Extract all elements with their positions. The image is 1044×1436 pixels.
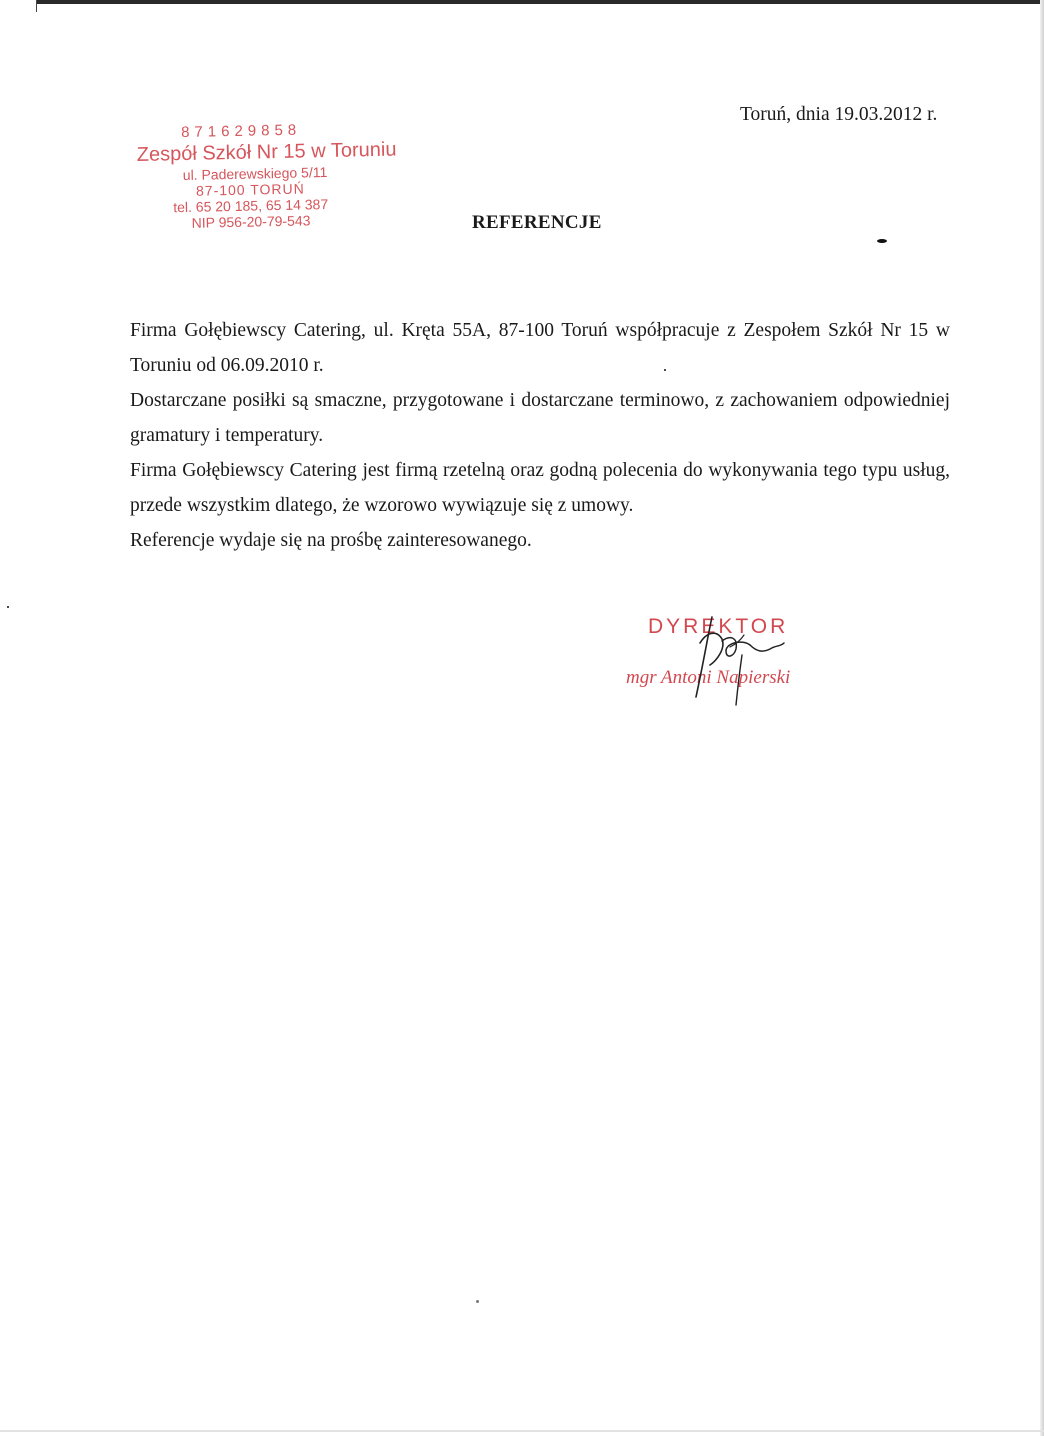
signature-title: DYREKTOR	[648, 615, 789, 638]
stamp-phone: tel. 65 20 185, 65 14 387	[173, 195, 329, 216]
scan-edge-left	[36, 0, 37, 12]
paragraph-recommendation: Firma Gołębiewscy Catering jest firmą rzetelną oraz godną polecenia do wykonywania tego typu usług, przede wszystkim dlatego, że wzorowo wywiązuje się z umowy.	[130, 460, 950, 516]
letter-body	[130, 313, 950, 558]
stamp-regon: 871629858	[180, 121, 302, 142]
paragraph-request: Referencje wydaje się na prośbę zainteresowanego.	[130, 530, 532, 551]
scan-edge-right	[1040, 0, 1044, 1436]
signature-name-stamp: mgr Antoni Napierski	[626, 667, 791, 688]
ink-speck	[7, 606, 9, 608]
scan-edge-top	[36, 0, 1044, 4]
ink-speck	[476, 1300, 479, 1303]
stamp-city: 87-100 TORUŃ	[195, 180, 305, 199]
school-stamp	[136, 120, 398, 232]
signature-block	[620, 605, 840, 705]
handwritten-signature	[660, 605, 820, 715]
document-date: Toruń, dnia 19.03.2012 r.	[740, 104, 938, 125]
paragraph-meals: Dostarczane posiłki są smaczne, przygotowane i dostarczane terminowo, z zachowaniem odpowiedniej gramatury i temperatury.	[130, 390, 950, 446]
stamp-address: ul. Paderewskiego 5/11	[182, 164, 328, 184]
ink-speck	[877, 239, 887, 243]
paragraph-cooperation: Firma Gołębiewscy Catering, ul. Kręta 55A, 87-100 Toruń współpracuje z Zespołem Szkół Nr 15 w Toruniu od 06.09.2010 r.	[130, 320, 950, 376]
scan-edge-bottom	[0, 1430, 1044, 1432]
document-title: REFERENCJE	[472, 212, 602, 233]
stamp-school-name: Zespół Szkół Nr 15 w Toruniu	[136, 138, 397, 166]
stamp-nip: NIP 956-20-79-543	[191, 212, 311, 231]
